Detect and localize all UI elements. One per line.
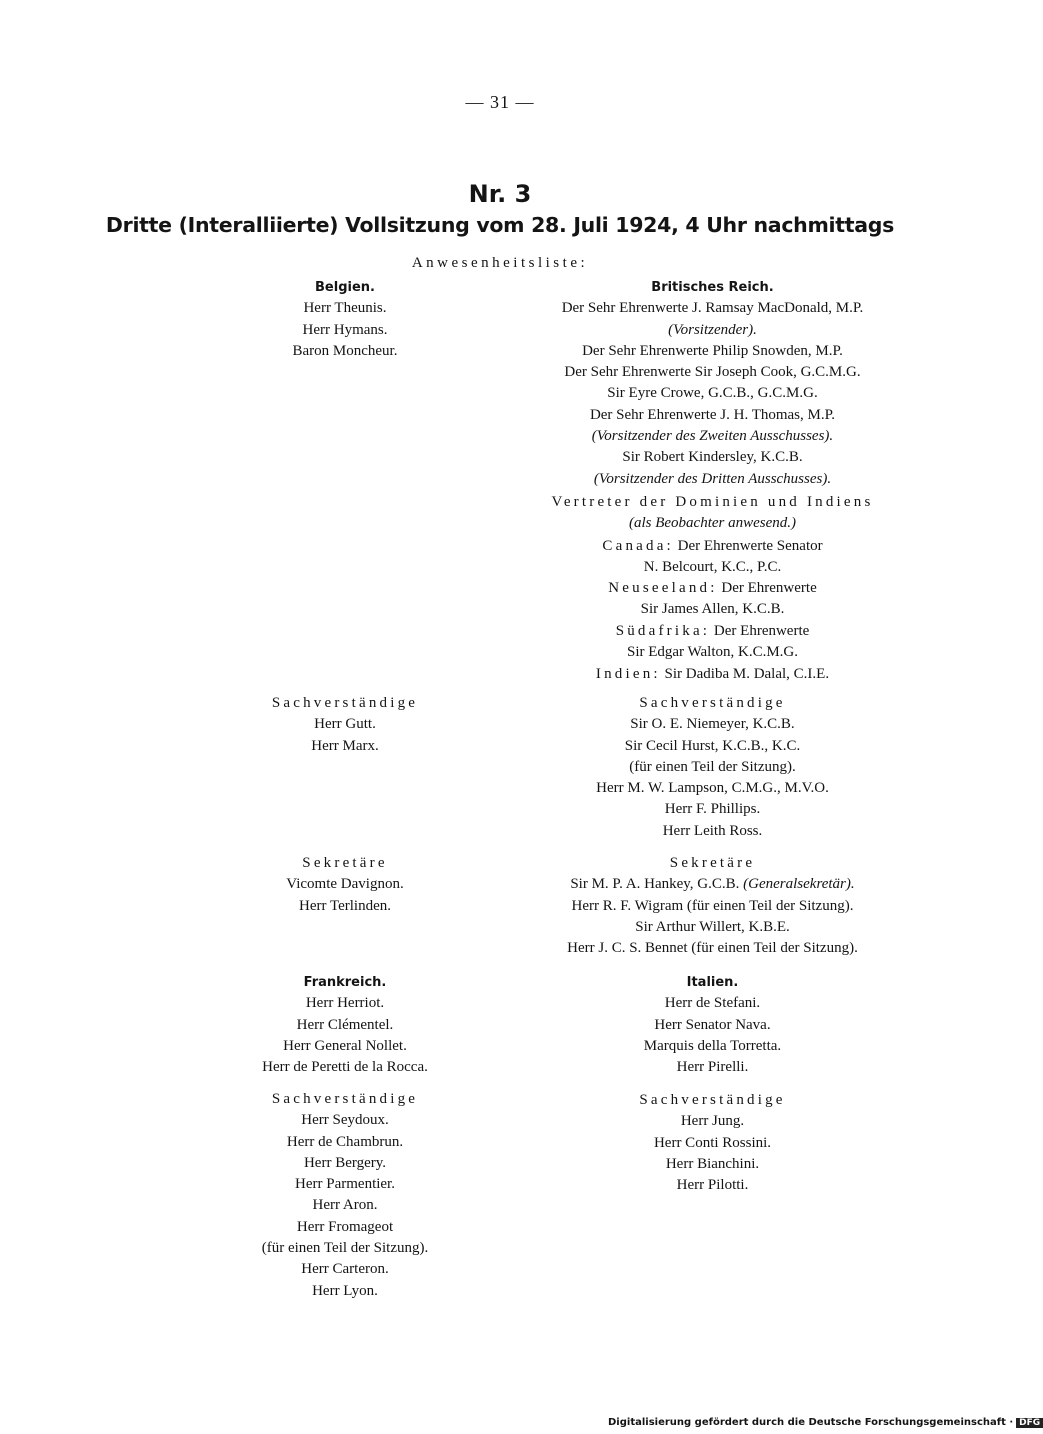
delegate: Sir James Allen, K.C.B. xyxy=(640,601,785,618)
expert: Sir O. E. Niemeyer, K.C.B. xyxy=(630,716,795,733)
expert: Herr F. Phillips. xyxy=(664,801,761,818)
page-number: — 31 — xyxy=(465,92,535,112)
dfg-logo: DFG xyxy=(1016,1418,1043,1428)
secretary-role: (Generalsekretär). xyxy=(743,876,855,893)
suedafrika-entry xyxy=(500,621,925,664)
delegate: Der Ehrenwerte Senator xyxy=(677,538,823,554)
frankreich-delegation xyxy=(150,972,540,1078)
section-heading: Sachverständige xyxy=(271,695,419,711)
expert: Herr Parmentier. xyxy=(295,1176,395,1193)
expert: Sir Cecil Hurst, K.C.B., K.C. xyxy=(624,737,801,754)
delegate: Herr Theunis. xyxy=(303,300,387,317)
frankreich-experts xyxy=(150,1089,540,1302)
expert-note: (für einen Teil der Sitzung). xyxy=(261,1240,429,1257)
britisches-reich-secretaries xyxy=(500,853,925,959)
delegate: Baron Moncheur. xyxy=(292,342,398,359)
expert: Herr Aron. xyxy=(312,1197,378,1214)
document-title: Dritte (Interalliierte) Vollsitzung vom 28. Juli 1924, 4 Uhr nachmittags xyxy=(105,213,895,237)
section-heading: Sachverständige xyxy=(639,695,786,711)
country-heading: Belgien. xyxy=(315,280,375,295)
delegate-role: (Vorsitzender des Dritten Ausschusses). xyxy=(593,470,832,487)
expert: Herr Bianchini. xyxy=(665,1155,760,1172)
delegate: Herr Senator Nava. xyxy=(654,1016,771,1033)
expert: Herr Bergery. xyxy=(303,1154,387,1171)
delegate: Herr General Nollet. xyxy=(283,1037,407,1054)
delegate: Sir Robert Kindersley, K.C.B. xyxy=(622,449,803,466)
delegate: Herr Pirelli. xyxy=(676,1059,749,1076)
delegate: Herr de Stefani. xyxy=(664,995,761,1012)
expert: Herr Marx. xyxy=(311,737,379,754)
italien-delegation xyxy=(500,972,925,1078)
expert: Herr Lyon. xyxy=(312,1282,378,1299)
indien-entry xyxy=(500,664,925,685)
britisches-reich-delegation xyxy=(500,277,925,490)
country-label: Südafrika: xyxy=(615,623,711,639)
footer-text: Digitalisierung gefördert durch die Deutsche Forschungsgemeinschaft · xyxy=(608,1417,1014,1428)
dominions-delegation xyxy=(500,492,925,535)
belgien-secretaries xyxy=(150,853,540,917)
delegate: Sir Dadiba M. Dalal, C.I.E. xyxy=(664,666,830,682)
expert: Herr Gutt. xyxy=(314,716,376,733)
secretary: Herr Terlinden. xyxy=(299,897,391,914)
delegate: Herr Herriot. xyxy=(305,995,385,1012)
section-heading: Sachverständige xyxy=(639,1092,786,1108)
document-number: Nr. 3 xyxy=(468,180,532,208)
delegate: Herr Clémentel. xyxy=(296,1016,394,1033)
expert: Herr Leith Ross. xyxy=(662,822,763,839)
section-heading: Sekretäre xyxy=(302,855,388,871)
left-column xyxy=(150,0,540,1434)
delegate: Herr de Peretti de la Rocca. xyxy=(262,1059,428,1076)
digitization-footer xyxy=(608,1417,1043,1428)
britisches-reich-experts xyxy=(500,693,925,842)
secretary: Sir Arthur Willert, K.B.E. xyxy=(635,918,790,935)
delegate: Der Sehr Ehrenwerte Philip Snowden, M.P. xyxy=(582,342,843,359)
country-heading: Frankreich. xyxy=(303,975,387,990)
section-note: (als Beobachter anwesend.) xyxy=(628,515,797,532)
section-heading: Sachverständige xyxy=(271,1091,419,1107)
belgien-delegation xyxy=(150,277,540,362)
expert: Herr Seydoux. xyxy=(301,1112,389,1129)
expert: Herr Carteron. xyxy=(301,1261,389,1278)
country-label: Indien: xyxy=(595,666,661,682)
expert: Herr Jung. xyxy=(680,1113,745,1130)
expert: Herr Pilotti. xyxy=(676,1177,749,1194)
delegate-role: (Vorsitzender des Zweiten Ausschusses). xyxy=(591,428,834,445)
delegate: Der Sehr Ehrenwerte Sir Joseph Cook, G.C.M.G. xyxy=(564,364,861,381)
section-heading: Sekretäre xyxy=(669,855,756,871)
expert: Herr Conti Rossini. xyxy=(653,1134,772,1151)
delegate: Sir Eyre Crowe, G.C.B., G.C.M.G. xyxy=(607,385,818,402)
section-heading: Vertreter der Dominien und Indiens xyxy=(551,494,874,510)
delegate: Der Ehrenwerte xyxy=(713,623,810,639)
neuseeland-entry xyxy=(500,578,925,621)
delegate: Sir Edgar Walton, K.C.M.G. xyxy=(626,644,798,661)
country-label: Neuseeland: xyxy=(608,580,718,596)
canada-entry xyxy=(500,536,925,579)
belgien-experts xyxy=(150,693,540,757)
secretary: Herr J. C. S. Bennet (für einen Teil der Sitzung). xyxy=(567,940,858,957)
delegate-role: (Vorsitzender). xyxy=(668,321,757,338)
secretary: Sir M. P. A. Hankey, G.C.B. xyxy=(570,876,740,893)
delegate: N. Belcourt, K.C., P.C. xyxy=(643,559,782,576)
attendance-list-heading: Anwesenheitsliste: xyxy=(411,255,589,271)
expert: Herr Fromageot xyxy=(296,1218,394,1235)
delegate: Marquis della Torretta. xyxy=(643,1037,782,1054)
delegate: Der Sehr Ehrenwerte J. H. Thomas, M.P. xyxy=(589,406,836,423)
delegate: Der Sehr Ehrenwerte J. Ramsay MacDonald, M.P. xyxy=(561,300,864,317)
expert: Herr M. W. Lampson, C.M.G., M.V.O. xyxy=(596,780,829,797)
country-label: Canada: xyxy=(602,538,674,554)
country-heading: Britisches Reich. xyxy=(651,280,774,295)
secretary: Vicomte Davignon. xyxy=(286,876,404,893)
country-heading: Italien. xyxy=(686,975,739,990)
italien-experts xyxy=(500,1090,925,1196)
expert: Herr de Chambrun. xyxy=(286,1133,404,1150)
delegate: Herr Hymans. xyxy=(302,321,388,338)
delegate: Der Ehrenwerte xyxy=(721,580,817,596)
right-column xyxy=(500,0,925,1434)
secretary: Herr R. F. Wigram (für einen Teil der Sitzung). xyxy=(571,897,854,914)
expert-note: (für einen Teil der Sitzung). xyxy=(629,758,796,775)
